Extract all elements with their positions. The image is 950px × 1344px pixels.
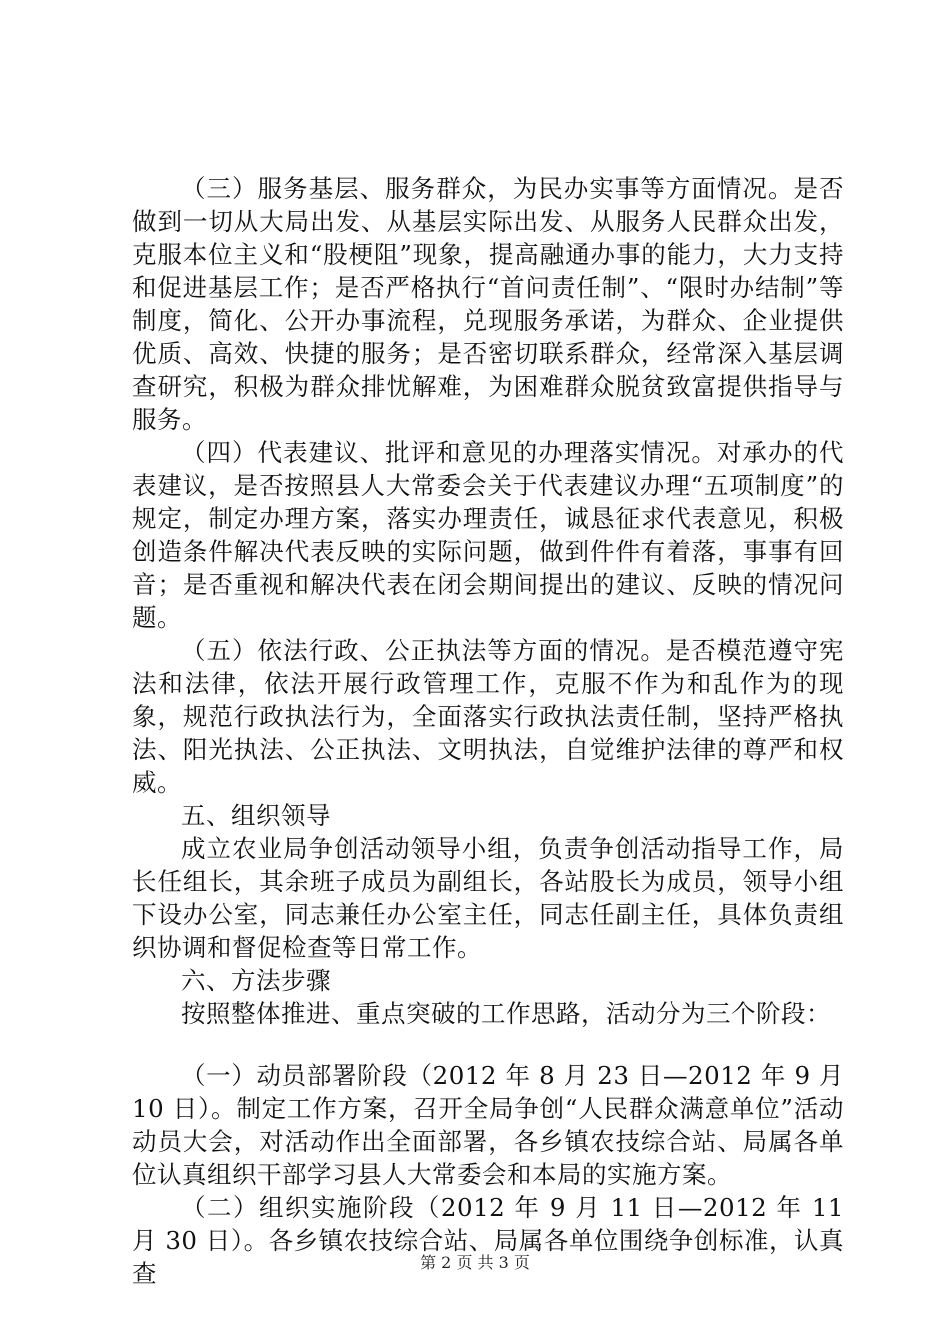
blank-line — [132, 1030, 844, 1059]
page-footer: 第 2 页 共 3 页 — [420, 1253, 530, 1272]
document-body — [132, 172, 844, 1290]
section-heading-method-steps: 六、方法步骤 — [181, 966, 331, 995]
section-heading-organization: 五、组织领导 — [181, 801, 331, 830]
paragraph-stage-1: （一）动员部署阶段（2012 年 8 月 23 日—2012 年 9 月 10 日）。制定工作方案，召开全局争创“人民群众满意单位”活动动员大会，对活动作出全面部署，各乡镇农技综合站、局属各单位认真组织干部学习县人大常委会和本局的实施方案。 — [132, 1061, 844, 1189]
paragraph-stage-2: （二）组织实施阶段（2012 年 9 月 11 日—2012 年 11 月 30 日）。各乡镇农技综合站、局属各单位围绕争创标准，认真查 — [132, 1193, 844, 1288]
paragraph-organization: 成立农业局争创活动领导小组，负责争创活动指导工作，局长任组长，其余班子成员为副组长，各站股长为成员，领导小组下设办公室，同志兼任办公室主任，同志任副主任，具体负责组织协调和督促检查等日常工作。 — [132, 834, 844, 962]
paragraph-service-grassroots: （三）服务基层、服务群众，为民办实事等方面情况。是否做到一切从大局出发、从基层实际出发、从服务人民群众出发，克服本位主义和“股梗阻”现象，提高融通办事的能力，大力支持和促进基层工作；是否严格执行“首问责任制”、“限时办结制”等制度，简化、公开办事流程，兑现服务承诺，为群众、企业提供优质、高效、快捷的服务；是否密切联系群众，经常深入基层调查研究，积极为群众排忧解难，为困难群众脱贫致富提供指导与服务。 — [132, 174, 844, 434]
paragraph-representative-suggestions: （四）代表建议、批评和意见的办理落实情况。对承办的代表建议，是否按照县人大常委会关于代表建议办理“五项制度”的规定，制定办理方案，落实办理责任，诚恳征求代表意见，积极创造条件解决代表反映的实际问题，做到件件有着落，事事有回音；是否重视和解决代表在闭会期间提出的建议、反映的情况问题。 — [132, 438, 844, 632]
paragraph-law-enforcement: （五）依法行政、公正执法等方面的情况。是否模范遵守宪法和法律，依法开展行政管理工作，克服不作为和乱作为的现象，规范行政执法行为，全面落实行政执法责任制，坚持严格执法、阳光执法、公正执法、文明执法，自觉维护法律的尊严和权威。 — [132, 636, 844, 797]
paragraph-method-intro: 按照整体推进、重点突破的工作思路，活动分为三个阶段： — [181, 999, 831, 1028]
